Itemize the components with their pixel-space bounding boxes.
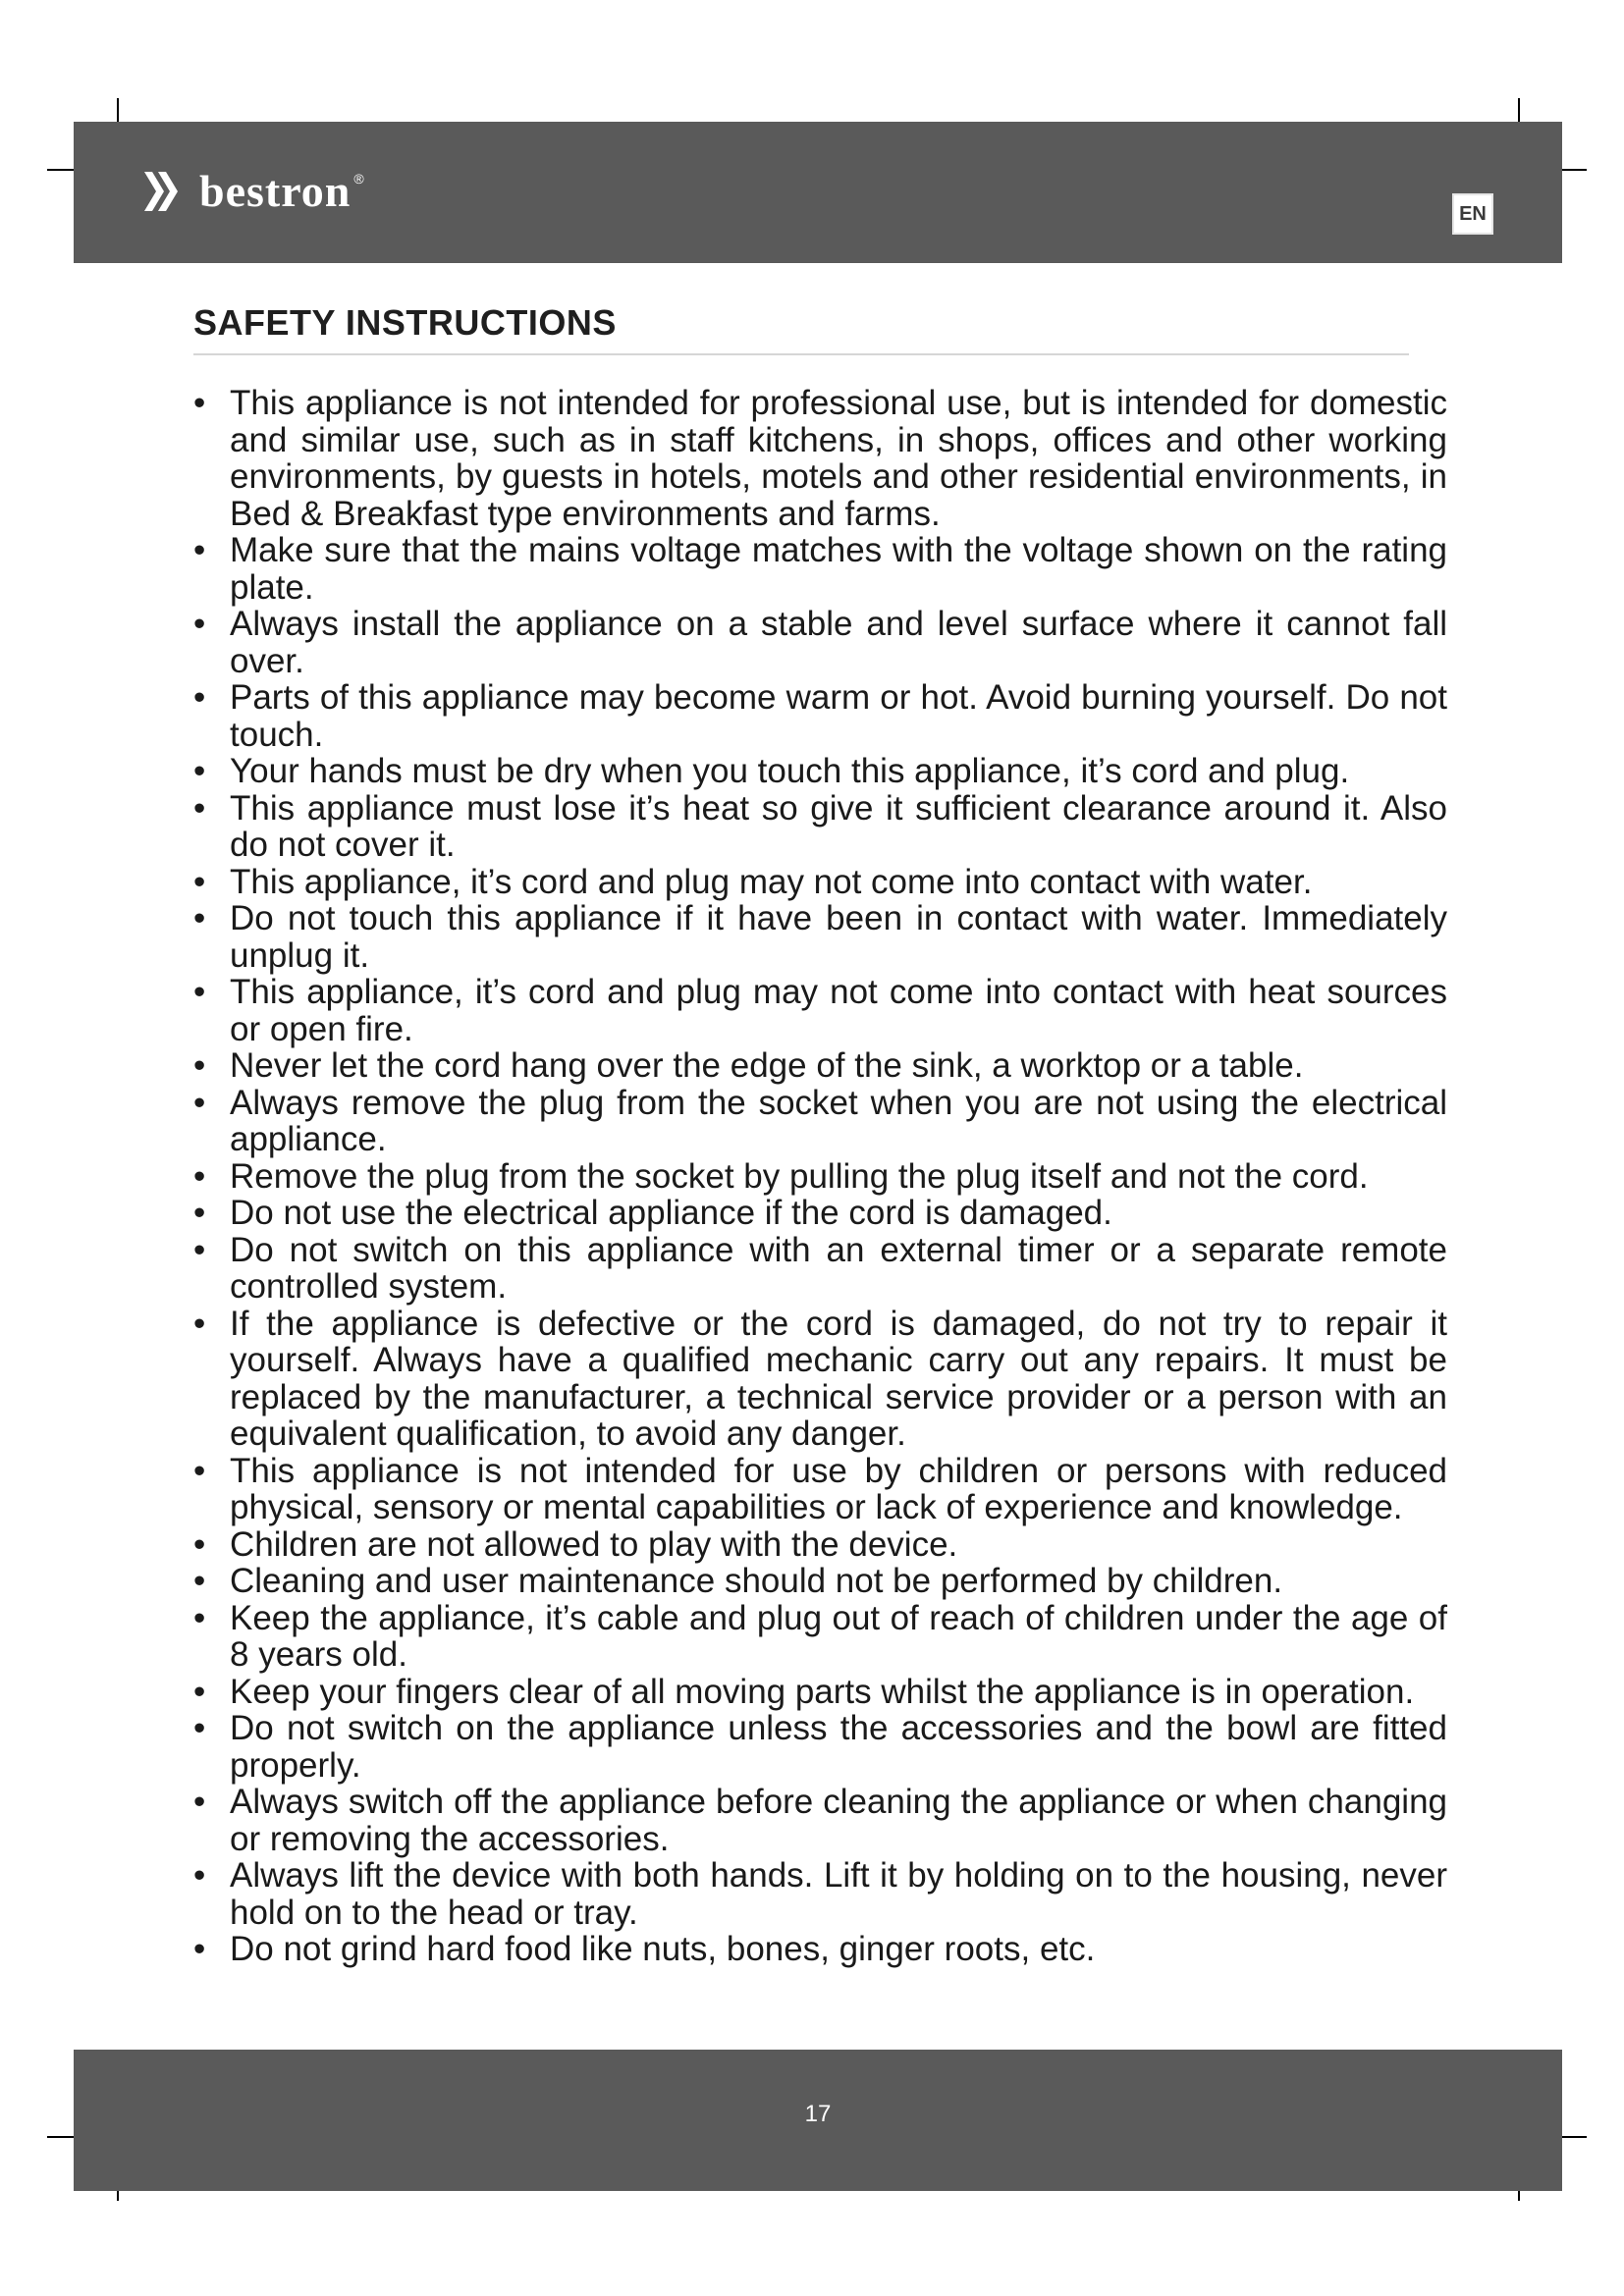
bullet-icon: •	[193, 788, 206, 828]
list-item	[193, 1600, 1450, 1674]
list-item-text: Parts of this appliance may become warm or hot. Avoid burning yourself. Do not touch.	[230, 678, 1447, 754]
list-item	[193, 1453, 1450, 1526]
list-item-text: Do not grind hard food like nuts, bones, ginger roots, etc.	[230, 1930, 1096, 1968]
list-item	[193, 1784, 1450, 1857]
list-item	[193, 1563, 1450, 1600]
list-item-text: Always install the appliance on a stable and level surface where it cannot fall over.	[230, 605, 1447, 680]
bullet-icon: •	[193, 1524, 206, 1564]
brand-logo	[142, 166, 364, 216]
list-item	[193, 1526, 1450, 1564]
safety-instructions-list	[193, 385, 1450, 1968]
list-item	[193, 1047, 1450, 1085]
bullet-icon: •	[193, 1194, 206, 1232]
bullet-icon: •	[193, 1451, 206, 1490]
bullet-icon: •	[193, 1709, 206, 1747]
list-item-text: This appliance is not intended for use by children or persons with reduced physical, sensory or mental capabilities or lack of experience and knowledge.	[230, 1451, 1447, 1526]
bullet-icon: •	[193, 1856, 206, 1895]
list-item	[193, 385, 1450, 532]
list-item	[193, 532, 1450, 606]
list-item	[193, 753, 1450, 790]
list-item-text: Cleaning and user maintenance should not be performed by children.	[230, 1562, 1283, 1600]
list-item	[193, 1085, 1450, 1158]
list-item-text: Keep the appliance, it’s cable and plug out of reach of children under the age of 8 years old.	[230, 1598, 1447, 1674]
chevron-logo-icon	[142, 172, 189, 211]
list-item	[193, 1158, 1450, 1196]
page-footer	[74, 2050, 1562, 2191]
list-item-text: Always lift the device with both hands. Lift it by holding on to the housing, never hold on to the head or tray.	[230, 1856, 1447, 1932]
bullet-icon: •	[193, 531, 206, 569]
list-item-text: Always switch off the appliance before cleaning the appliance or when changing or removing the accessories.	[230, 1783, 1447, 1858]
list-item	[193, 790, 1450, 864]
list-item	[193, 1306, 1450, 1453]
language-badge: EN	[1452, 193, 1493, 235]
bullet-icon: •	[193, 1930, 206, 1968]
list-item-text: Do not switch on the appliance unless the accessories and the bowl are fitted properly.	[230, 1709, 1447, 1785]
list-item-text: Remove the plug from the socket by pulling the plug itself and not the cord.	[230, 1156, 1369, 1196]
list-item	[193, 1857, 1450, 1931]
bullet-icon: •	[193, 1304, 206, 1343]
list-item-text: Keep your fingers clear of all moving parts whilst the appliance is in operation.	[230, 1672, 1415, 1711]
list-item	[193, 974, 1450, 1047]
bullet-icon: •	[193, 899, 206, 937]
list-item	[193, 1710, 1450, 1784]
bullet-icon: •	[193, 1672, 206, 1711]
section-title: SAFETY INSTRUCTIONS	[193, 302, 617, 343]
bullet-icon: •	[193, 1783, 206, 1821]
list-item-text: Never let the cord hang over the edge of the sink, a worktop or a table.	[230, 1046, 1304, 1085]
bullet-icon: •	[193, 384, 206, 422]
list-item-text: Children are not allowed to play with the device.	[230, 1524, 958, 1564]
list-item-text: If the appliance is defective or the cord is damaged, do not try to repair it yourself. Always have a qualified mechanic carry out any repairs. It must be replaced by the manufacturer, a technical service provider or a person with an equivalent qualification, to avoid any danger.	[230, 1304, 1447, 1453]
bullet-icon: •	[193, 605, 206, 643]
list-item-text: Make sure that the mains voltage matches with the voltage shown on the rating plate.	[230, 531, 1447, 607]
list-item-text: This appliance, it’s cord and plug may not come into contact with heat sources or open fire.	[230, 973, 1447, 1048]
brand-name: bestron	[199, 166, 352, 216]
list-item	[193, 1232, 1450, 1306]
registered-mark: ®	[353, 171, 364, 187]
list-item	[193, 1674, 1450, 1711]
list-item-text: This appliance, it’s cord and plug may not come into contact with water.	[230, 862, 1313, 901]
bullet-icon: •	[193, 1598, 206, 1637]
list-item	[193, 900, 1450, 974]
list-item	[193, 864, 1450, 901]
list-item-text: Your hands must be dry when you touch this appliance, it’s cord and plug.	[230, 752, 1350, 790]
list-item-text: This appliance must lose it’s heat so give it sufficient clearance around it. Also do not cover it.	[230, 788, 1447, 864]
list-item-text: Do not touch this appliance if it have been in contact with water. Immediately unplug it.	[230, 899, 1447, 975]
list-item	[193, 606, 1450, 679]
page-number: 17	[804, 2101, 832, 2127]
list-item-text: Always remove the plug from the socket when you are not using the electrical appliance.	[230, 1083, 1447, 1158]
bullet-icon: •	[193, 1156, 206, 1196]
title-divider	[193, 353, 1409, 355]
bullet-icon: •	[193, 862, 206, 901]
list-item-text: This appliance is not intended for professional use, but is intended for domestic and similar use, such as in staff kitchens, in shops, offices and other working environments, by guests in hotels, motels and other residential environments, in Bed & Breakfast type environments and farms.	[230, 384, 1447, 533]
list-item	[193, 679, 1450, 753]
list-item-text: Do not switch on this appliance with an external timer or a separate remote controlled system.	[230, 1230, 1447, 1306]
list-item	[193, 1931, 1450, 1968]
page-header	[74, 122, 1562, 263]
bullet-icon: •	[193, 1562, 206, 1600]
bullet-icon: •	[193, 1046, 206, 1085]
bullet-icon: •	[193, 678, 206, 717]
bullet-icon: •	[193, 973, 206, 1011]
list-item-text: Do not use the electrical appliance if the cord is damaged.	[230, 1194, 1112, 1232]
bullet-icon: •	[193, 752, 206, 790]
list-item	[193, 1195, 1450, 1232]
bullet-icon: •	[193, 1230, 206, 1269]
bullet-icon: •	[193, 1083, 206, 1122]
